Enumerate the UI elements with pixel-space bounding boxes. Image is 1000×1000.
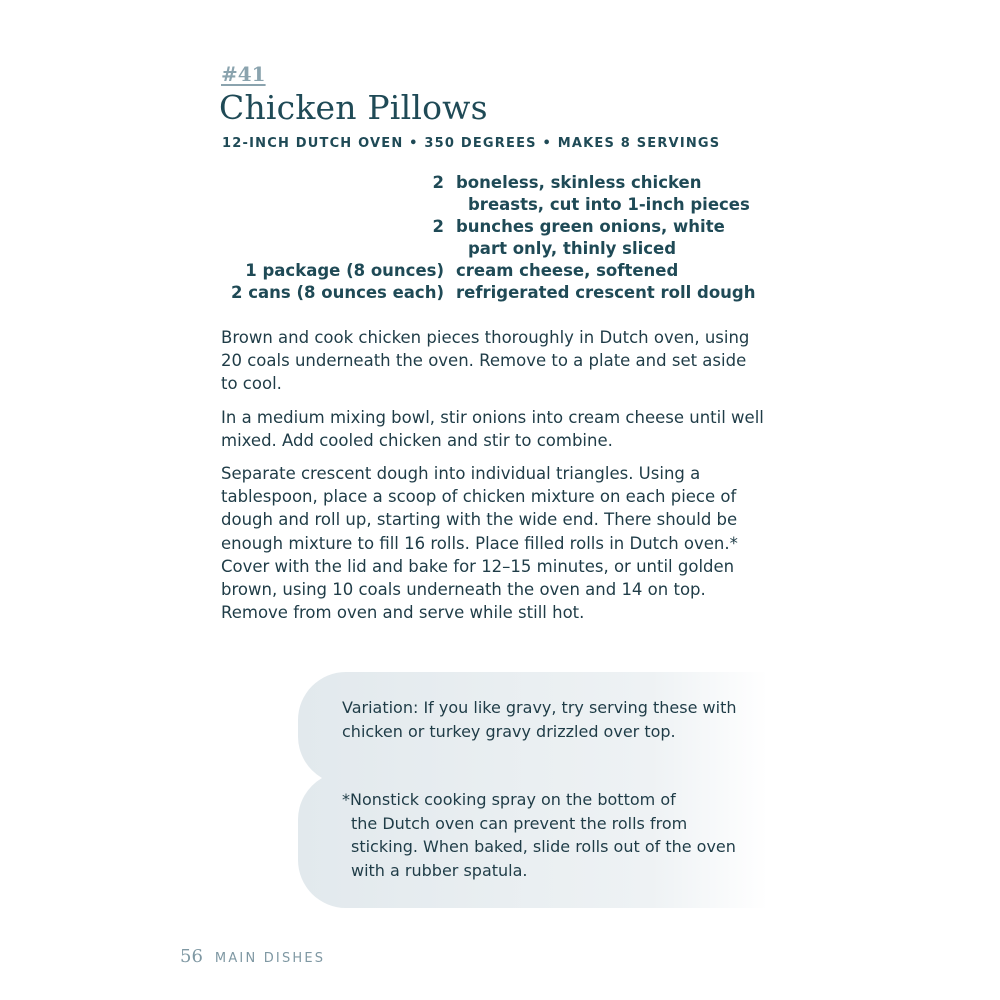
ingredient-line-continued: part only, thinly sliced [468,239,677,258]
nonstick-note [342,788,752,882]
ingredient-quantity: 2 [432,217,444,236]
ingredient-name: refrigerated crescent roll dough [456,283,756,302]
instructions [221,326,766,634]
page-footer [180,946,325,967]
ingredient-row [180,172,780,216]
ingredient-list [180,172,780,304]
ingredient-row [180,282,780,304]
recipe-subtitle: 12-INCH DUTCH OVEN • 350 DEGREES • MAKES 8 SERVINGS [222,136,721,151]
ingredient-quantity: 2 [432,173,444,192]
recipe-number: #41 [221,62,266,86]
recipe-title: Chicken Pillows [219,88,488,127]
ingredient-name: cream cheese, softened [456,261,679,280]
ingredient-line-continued: breasts, cut into 1-inch pieces [468,195,750,214]
instruction-step: Separate crescent dough into individual triangles. Using a tablespoon, place a scoop of chicken mixture on each piece of dough and roll up, starting with the wide end. There should be enough mixture to fill 16 rolls. Place filled rolls in Dutch oven.* Cover with the lid and bake for 12–15 minutes, or until golden brown, using 10 coals underneath the oven and 14 on top. Remove from oven and serve while still hot. [221,464,738,623]
ingredient-line: bunches green onions, white [456,217,725,236]
ingredient-name [456,216,780,260]
ingredient-name [456,172,780,216]
page-number: 56 [180,946,203,967]
ingredient-row [180,260,780,282]
variation-note: Variation: If you like gravy, try serving these with chicken or turkey gravy drizzled over top. [342,698,737,741]
ingredient-row [180,216,780,260]
nonstick-note-line: *Nonstick cooking spray on the bottom of [342,790,676,809]
ingredient-line: boneless, skinless chicken [456,173,702,192]
nonstick-note-continued: the Dutch oven can prevent the rolls from sticking. When baked, slide rolls out of the oven with a rubber spatula. [351,813,736,880]
section-name: MAIN DISHES [214,951,326,966]
note-box [298,672,768,908]
instruction-step: In a medium mixing bowl, stir onions into cream cheese until well mixed. Add cooled chicken and stir to combine. [221,407,764,450]
instruction-step: Brown and cook chicken pieces thoroughly in Dutch oven, using 20 coals underneath the oven. Remove to a plate and set aside to cool. [221,328,750,394]
ingredient-quantity: 2 cans (8 ounces each) [231,283,444,302]
ingredient-quantity: 1 package (8 ounces) [245,261,444,280]
